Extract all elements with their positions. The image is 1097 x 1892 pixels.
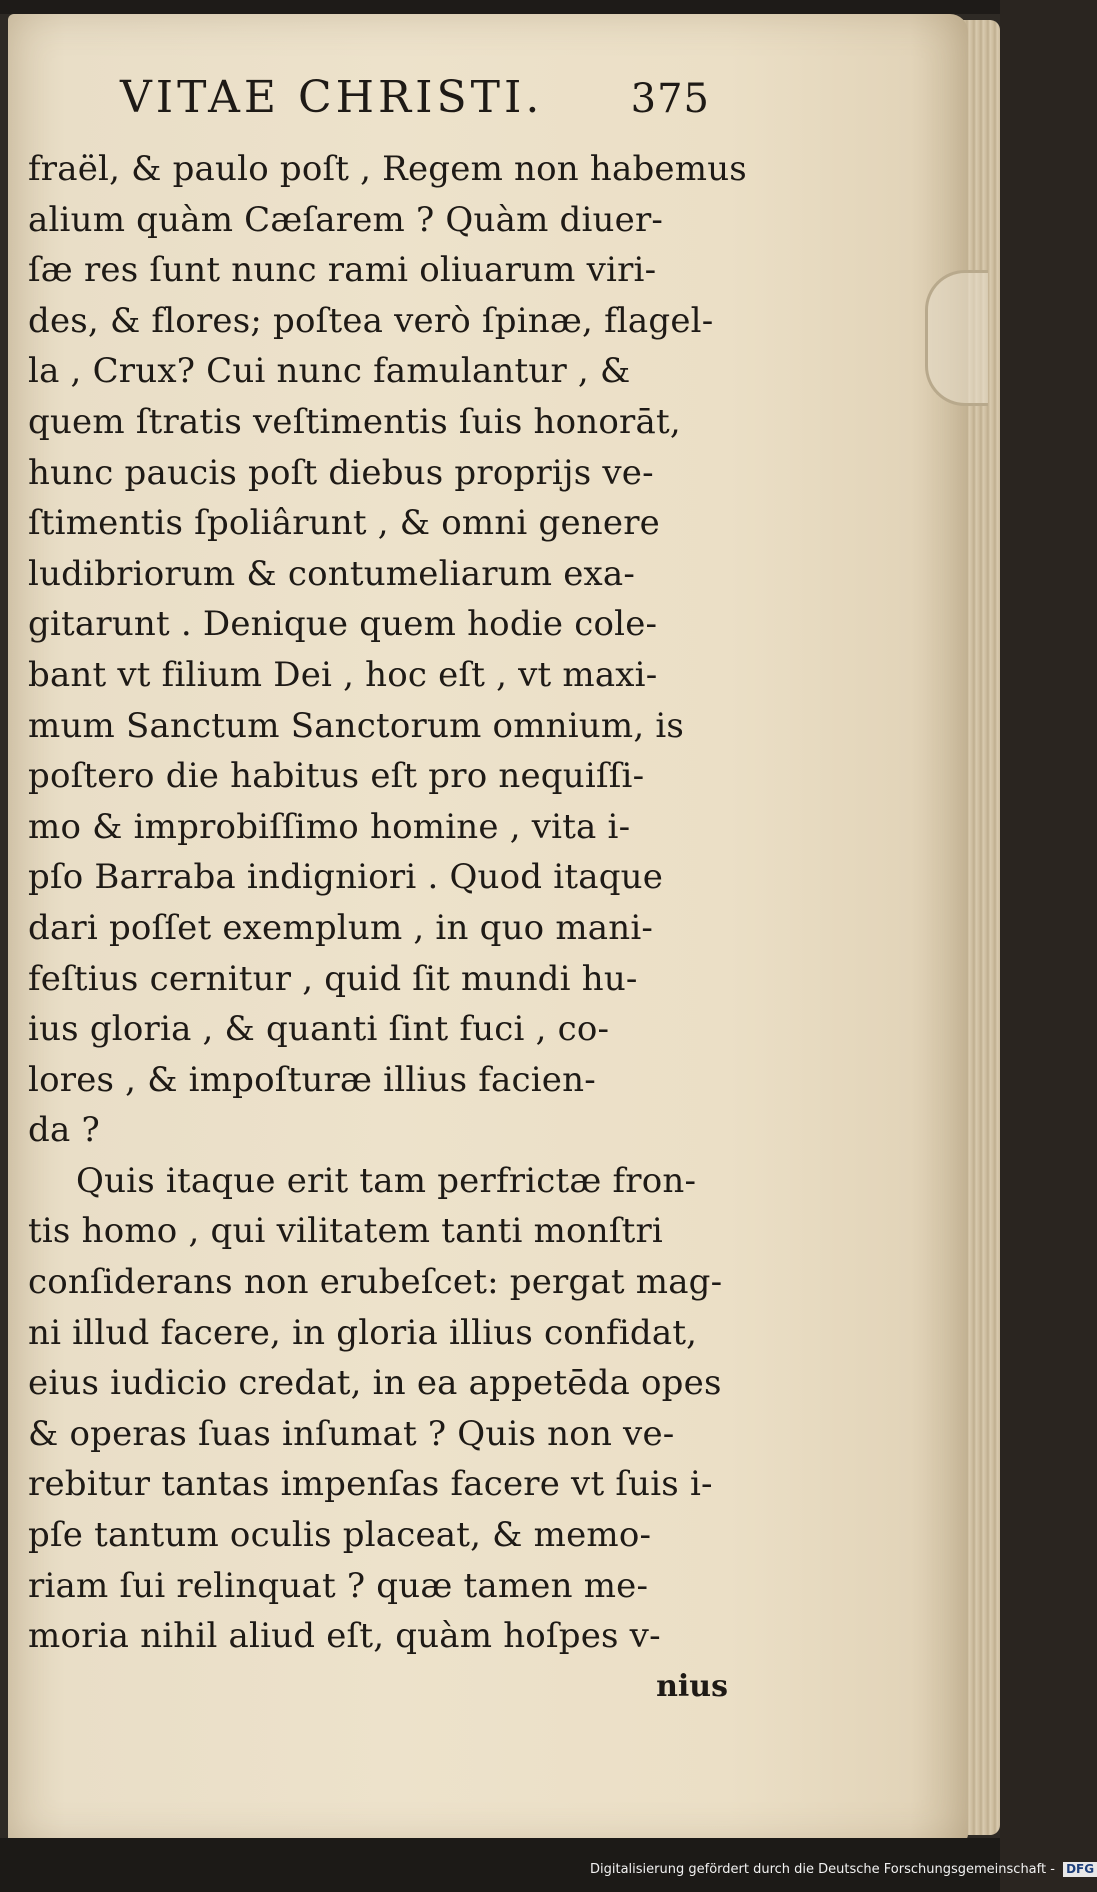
- text-line-12: mum Sanctum Sanctorum omnium, is: [28, 705, 685, 746]
- text-line-27: rebitur tantas impenſas facere vt ſuis i-: [28, 1464, 713, 1505]
- text-line-24: ni illud facere, in gloria illius confidat,: [28, 1312, 698, 1353]
- page-number: 375: [630, 76, 710, 122]
- text-line-8: ſtimentis ſpoliârunt , & omni genere: [28, 503, 660, 544]
- text-line-1: fraël, & paulo poſt , Regem non habemus: [28, 149, 747, 189]
- text-line-22: tis homo , qui vilitatem tanti monſtri: [28, 1211, 663, 1252]
- text-line-2: alium quàm Cæſarem ? Quàm diuer-: [28, 199, 664, 240]
- page-clip-mark: [925, 270, 988, 406]
- text-line-14: mo & improbiſſimo homine , vita i-: [28, 806, 631, 847]
- digitization-credit: [590, 1862, 1097, 1877]
- text-line-9: ludibriorum & contumeliarum exa-: [28, 553, 636, 594]
- text-line-11: bant vt filium Dei , hoc eſt , vt maxi-: [28, 654, 658, 695]
- text-line-6: quem ſtratis veſtimentis ſuis honorāt,: [28, 401, 681, 442]
- text-line-10: gitarunt . Denique quem hodie cole-: [28, 604, 658, 645]
- text-line-17: feſtius cernitur , quid ſit mundi hu-: [28, 958, 638, 999]
- text-line-18: ius gloria , & quanti ſint fuci , co-: [28, 1009, 610, 1050]
- text-line-15: pſo Barraba indigniori . Quod itaque: [28, 857, 664, 898]
- dfg-logo-icon: DFG: [1063, 1862, 1097, 1877]
- text-line-29: riam ſui relinquat ? quæ tamen me-: [28, 1565, 649, 1606]
- text-line-19: lores , & impoſturæ illius facien-: [28, 1059, 596, 1100]
- text-line-16: dari poſſet exemplum , in quo mani-: [28, 907, 654, 948]
- text-line-13: poſtero die habitus eſt pro nequiſſi-: [28, 756, 645, 797]
- text-line-5: la , Crux? Cui nunc famulantur , &: [28, 351, 631, 392]
- text-line-25: eius iudicio credat, in ea appetēda opes: [28, 1363, 722, 1404]
- catchword: nius: [656, 1668, 728, 1704]
- text-line-26: & operas ſuas inſumat ? Quis non ve-: [28, 1413, 675, 1454]
- text-line-23: conſiderans non erubeſcet: pergat mag-: [28, 1262, 723, 1303]
- text-line-3: ſæ res ſunt nunc rami oliuarum viri-: [28, 250, 657, 291]
- scan-top-border: [0, 0, 1000, 14]
- text-line-20: da ?: [28, 1110, 100, 1151]
- text-line-7: hunc paucis poſt diebus proprijs ve-: [28, 452, 654, 493]
- text-line-30: moria nihil aliud eſt, quàm hoſpes v-: [28, 1616, 661, 1657]
- page-text: [28, 72, 747, 1712]
- credit-text: Digitalisierung gefördert durch die Deutsche Forschungsgemeinschaft -: [590, 1862, 1055, 1877]
- text-line-28: pſe tantum oculis placeat, & memo-: [28, 1515, 652, 1556]
- text-line-4: des, & flores; poſtea verò ſpinæ, flagel-: [28, 300, 714, 341]
- running-head-title: VITAE CHRISTI.: [120, 72, 544, 123]
- running-head: [120, 72, 710, 144]
- text-line-21: Quis itaque erit tam perfrictæ fron-: [76, 1160, 697, 1201]
